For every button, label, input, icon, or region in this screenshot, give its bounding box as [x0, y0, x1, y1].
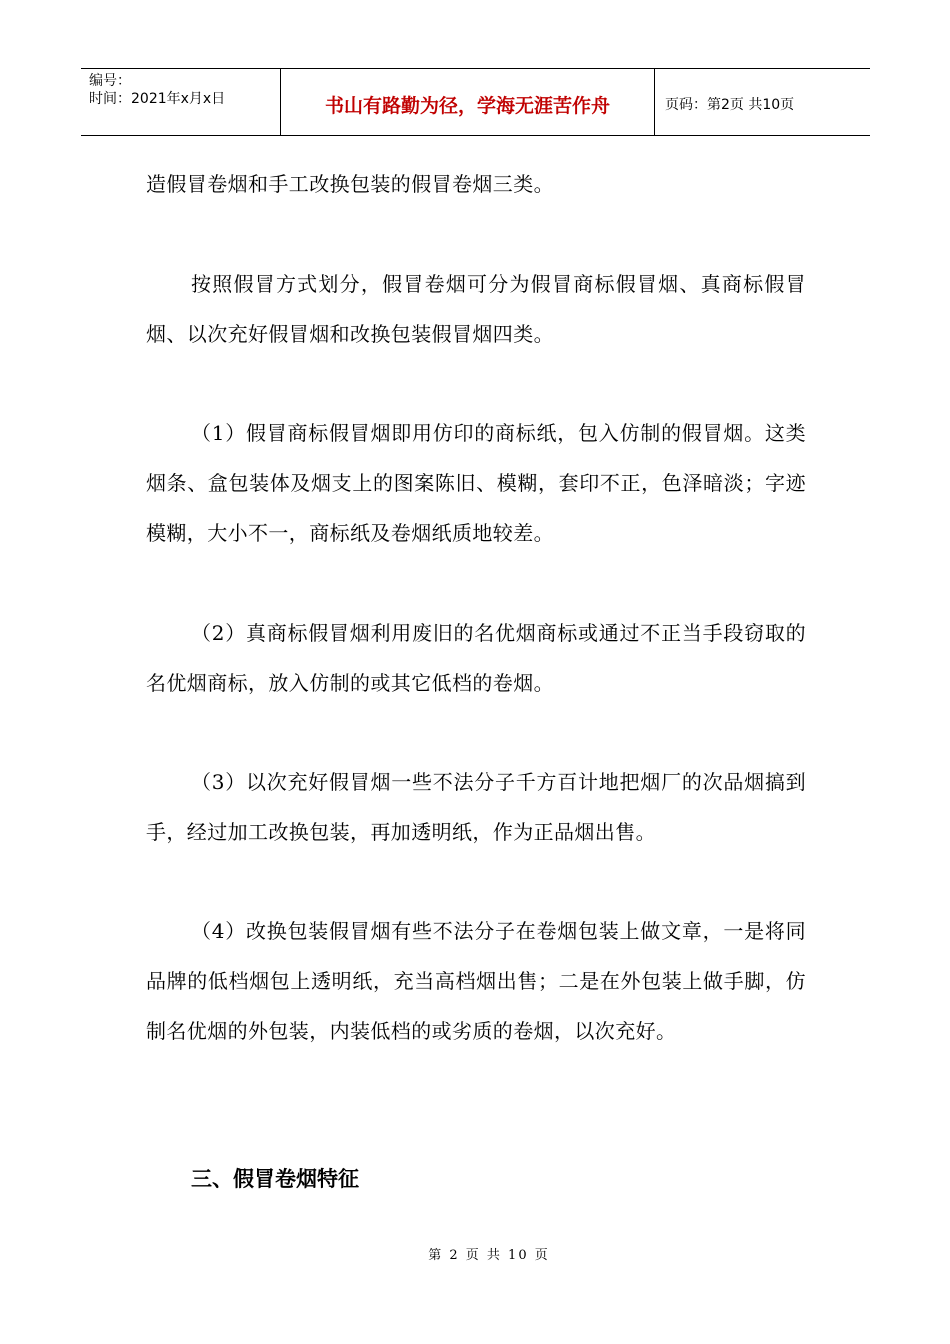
paragraph-item-2: （2）真商标假冒烟利用废旧的名优烟商标或通过不正当手段窃取的名优烟商标，放入仿制的或其它低档的卷烟。 — [146, 621, 806, 695]
section-heading: 三、假冒卷烟特征 — [191, 1167, 359, 1191]
paragraph-item-4: （4）改换包装假冒烟有些不法分子在卷烟包装上做文章，一是将同品牌的低档烟包上透明纸，充当高档烟出售；二是在外包装上做手脚，仿制名优烟的外包装，内装低档的或劣质的卷烟，以次充好。 — [146, 919, 806, 1043]
paragraph-continuation: 造假冒卷烟和手工改换包装的假冒卷烟三类。 — [146, 172, 554, 196]
document-number-label: 编号： — [89, 73, 131, 89]
header-meta-cell — [81, 69, 281, 135]
page-footer: 第 2 页 共 10 页 — [428, 1248, 550, 1263]
header-motto-cell — [281, 69, 655, 135]
paragraph-classification: 按照假冒方式划分，假冒卷烟可分为假冒商标假冒烟、真商标假冒烟、以次充好假冒烟和改换包装假冒烟四类。 — [146, 272, 806, 346]
page-header — [81, 68, 870, 136]
header-page-cell — [655, 69, 870, 135]
header-motto: 书山有路勤为径，学海无涯苦作舟 — [324, 94, 610, 117]
header-page-info: 页码：第2页 共10页 — [665, 97, 795, 113]
paragraph-item-1: （1）假冒商标假冒烟即用仿印的商标纸，包入仿制的假冒烟。这类烟条、盒包装体及烟支上的图案陈旧、模糊，套印不正，色泽暗淡；字迹模糊，大小不一，商标纸及卷烟纸质地较差。 — [146, 421, 806, 545]
document-time-label: 时间：2021年x月x日 — [89, 91, 226, 107]
paragraph-item-3: （3）以次充好假冒烟一些不法分子千方百计地把烟厂的次品烟搞到手，经过加工改换包装，再加透明纸，作为正品烟出售。 — [146, 770, 806, 844]
